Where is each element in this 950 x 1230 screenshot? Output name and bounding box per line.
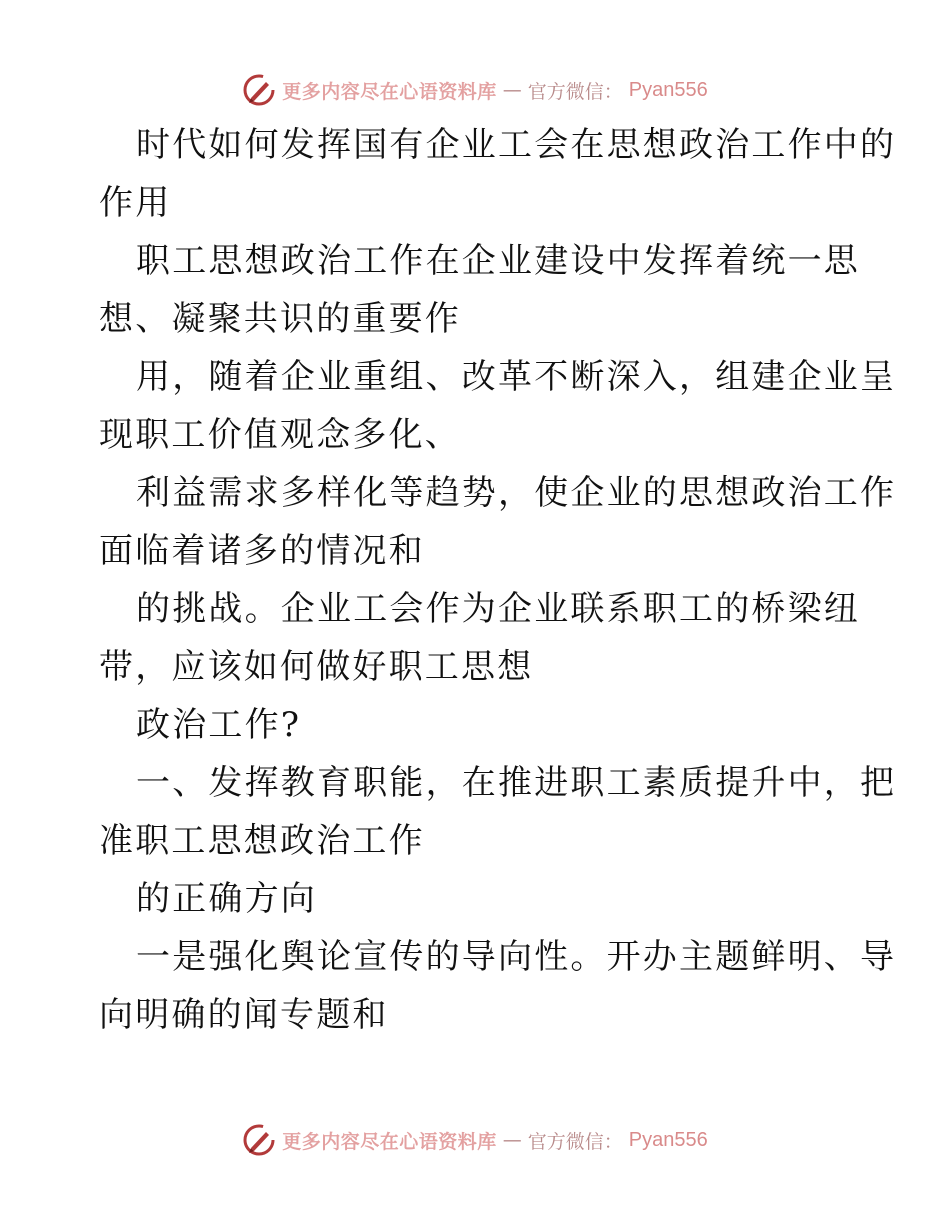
footer-watermark: [0, 1120, 950, 1160]
separator-dash: —: [502, 79, 522, 101]
text-line: 利益需求多样化等趋势，使企业的思想政治工作: [136, 473, 897, 513]
site-name: 更多内容尽在心语资料库: [282, 80, 497, 103]
wechat-label: 官方微信：: [527, 1130, 623, 1153]
text-line: 现职工价值观念多化、: [99, 415, 461, 455]
text-line: 一是强化舆论宣传的导向性。开办主题鲜明、导: [136, 937, 897, 977]
text-line: 一、发挥教育职能，在推进职工素质提升中，把: [136, 763, 897, 803]
text-line: 的正确方向: [136, 879, 317, 919]
text-line: 想、凝聚共识的重要作: [99, 299, 461, 339]
text-line: 职工思想政治工作在企业建设中发挥着统一思: [136, 241, 860, 281]
wechat-id: Pyan556: [628, 1128, 708, 1151]
wechat-id: Pyan556: [628, 78, 708, 101]
wechat-label: 官方微信：: [527, 80, 623, 103]
text-line: 向明确的闻专题和: [99, 995, 389, 1035]
text-line: 准职工思想政治工作: [99, 821, 425, 861]
text-line: 作用: [99, 183, 172, 223]
site-name: 更多内容尽在心语资料库: [282, 1130, 497, 1153]
text-line: 带，应该如何做好职工思想: [99, 647, 534, 687]
text-line: 用，随着企业重组、改革不断深入，组建企业呈: [136, 357, 897, 397]
text-line: 的挑战。企业工会作为企业联系职工的桥梁纽: [136, 589, 860, 629]
text-line: 政治工作?: [136, 705, 302, 745]
pen-logo-icon: [242, 1123, 276, 1157]
separator-dash: —: [502, 1129, 522, 1151]
document-body: [99, 116, 897, 1044]
text-line: 时代如何发挥国有企业工会在思想政治工作中的: [136, 125, 897, 165]
pen-logo-icon: [242, 73, 276, 107]
header-watermark: [0, 70, 950, 110]
text-line: 面临着诸多的情况和: [99, 531, 425, 571]
